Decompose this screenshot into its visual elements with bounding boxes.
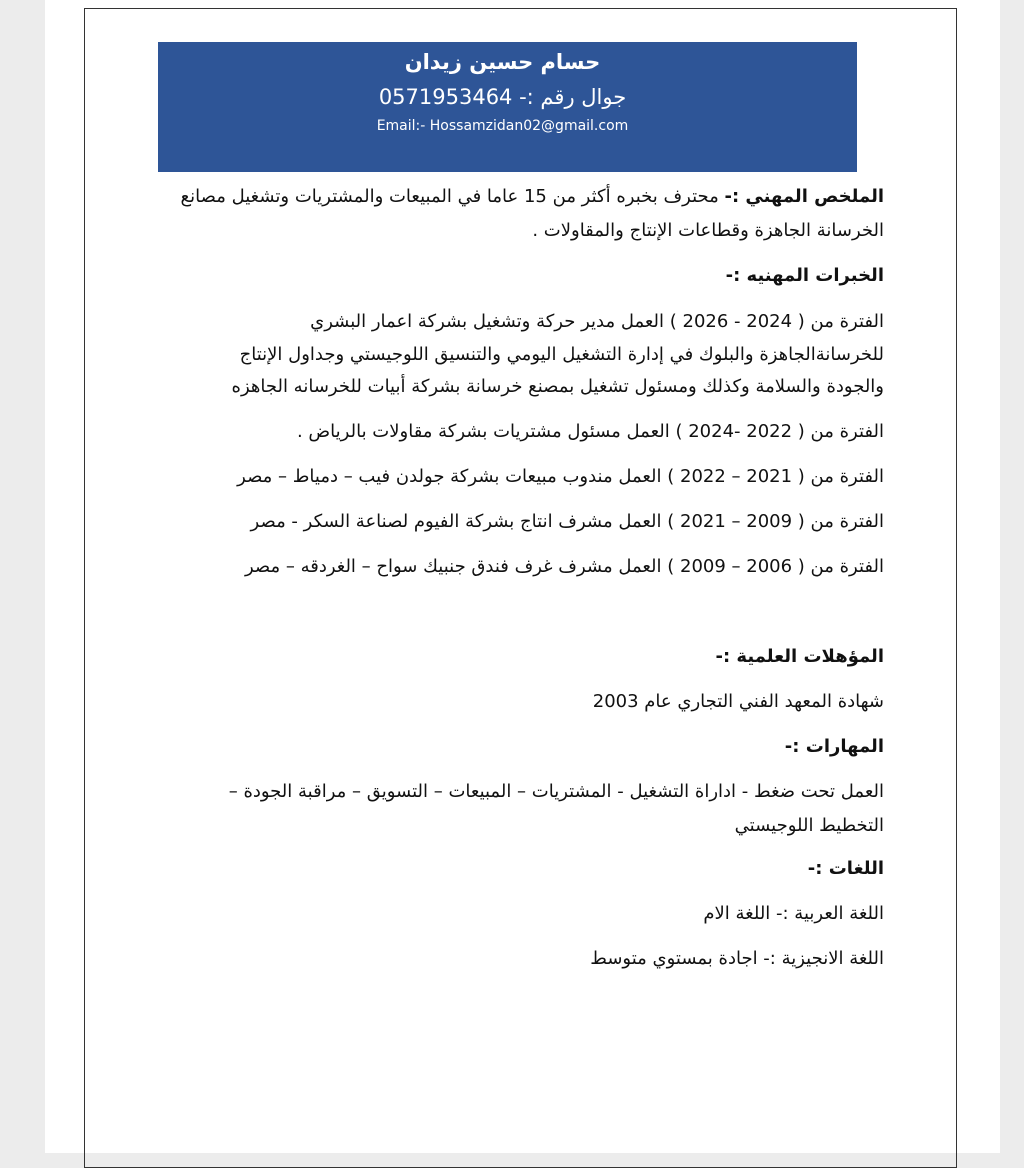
experience-item: والجودة والسلامة وكذلك ومسئول تشغيل بمصنع خرسانة بشركة أبيات للخرسانه الجاهزه: [231, 376, 884, 397]
summary-label: الملخص المهني :-: [724, 186, 884, 207]
experience-title: الخبرات المهنيه :-: [725, 265, 884, 286]
education-text: شهادة المعهد الفني التجاري عام 2003: [592, 691, 884, 712]
experience-item: للخرسانةالجاهزة والبلوك في إدارة التشغيل اليومي والتنسيق اللوجيستي وجداول الإنتاج: [239, 344, 884, 365]
summary-line-2: الخرسانة الجاهزة وقطاعات الإنتاج والمقاولات .: [532, 220, 884, 241]
experience-item: الفترة من ( 2022 -2024 ) العمل مسئول مشتريات بشركة مقاولات بالرياض .: [296, 421, 884, 442]
cv-header: [158, 42, 857, 172]
phone-number: جوال رقم :- 0571953464: [378, 85, 627, 109]
experience-item: الفترة من ( 2021 – 2022 ) العمل مندوب مبيعات بشركة جولدن فيب – دمياط – مصر: [237, 466, 884, 487]
skills-line-1: العمل تحت ضغط - اداراة التشغيل - المشتريات – المبيعات – التسويق – مراقبة الجودة –: [228, 781, 884, 802]
email-address: Email:- Hossamzidan02@gmail.com: [376, 118, 629, 134]
summary-line-1: [181, 186, 884, 207]
languages-title: اللغات :-: [807, 858, 884, 879]
language-item: اللغة العربية :- اللغة الام: [703, 903, 884, 924]
summary-text: محترف بخبره أكثر من 15 عاما في المبيعات والمشتريات وتشغيل مصانع: [180, 186, 725, 207]
experience-item: الفترة من ( 2009 – 2021 ) العمل مشرف انتاج بشركة الفيوم لصناعة السكر - مصر: [250, 511, 884, 532]
candidate-name: حسام حسين زيدان: [404, 50, 601, 74]
language-item: اللغة الانجيزية :- اجادة بمستوي متوسط: [590, 948, 884, 969]
page-border: [84, 8, 957, 1168]
skills-title: المهارات :-: [784, 736, 884, 757]
skills-line-2: التخطيط اللوجيستي: [734, 815, 884, 836]
experience-item: الفترة من ( 2006 – 2009 ) العمل مشرف غرف فندق جنبيك سواح – الغردقه – مصر: [244, 556, 884, 577]
education-title: المؤهلات العلمية :-: [715, 646, 884, 667]
experience-item: الفترة من ( 2024 - 2026 ) العمل مدير حركة وتشغيل بشركة اعمار البشري: [310, 311, 884, 332]
